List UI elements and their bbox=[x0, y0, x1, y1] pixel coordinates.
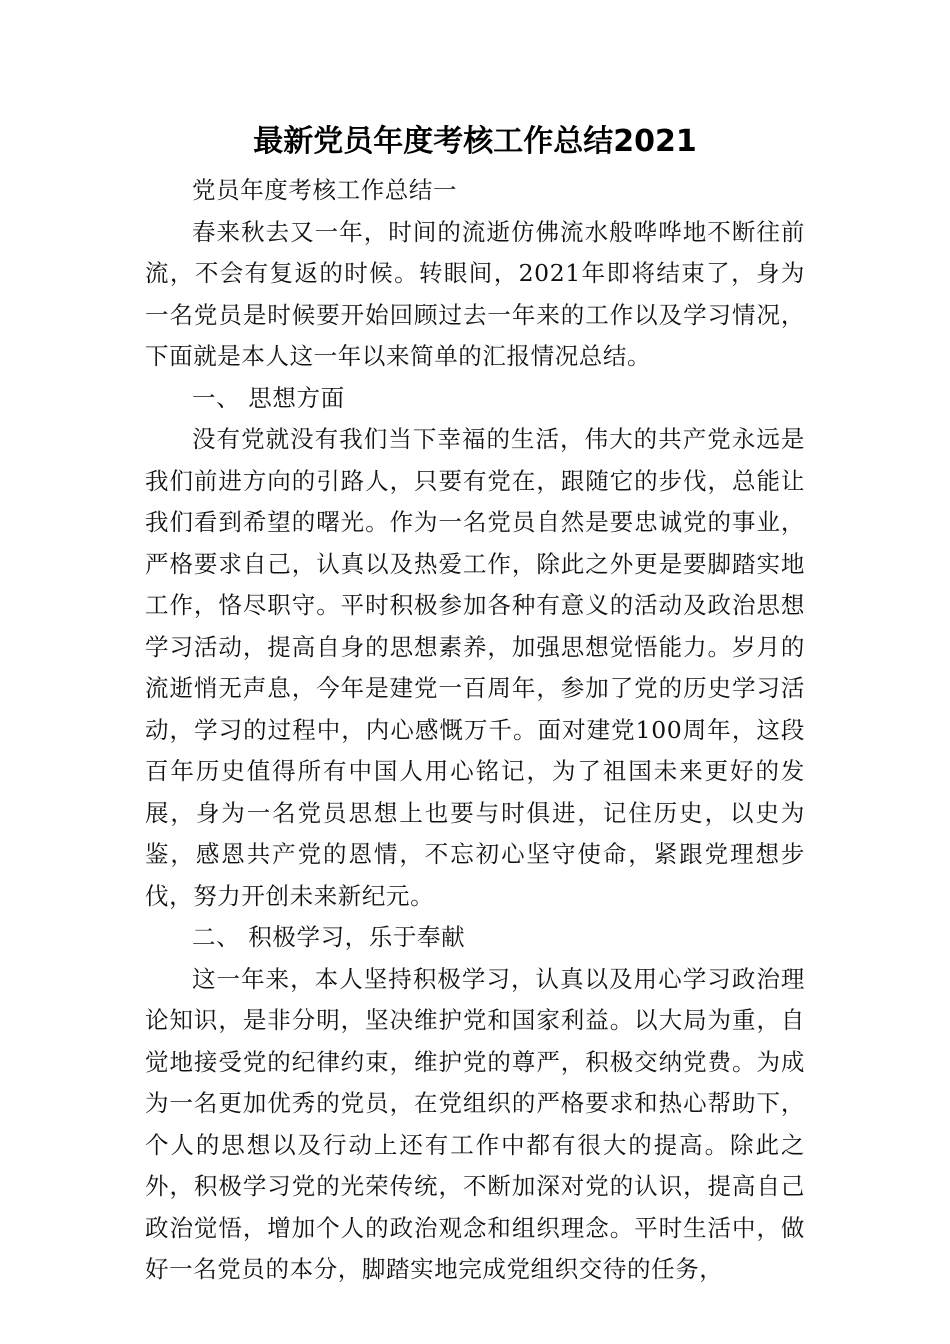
document-body bbox=[145, 170, 805, 1291]
paragraph-intro: 春来秋去又一年，时间的流逝仿佛流水般哗哗地不断往前流，不会有复返的时候。转眼间，2021年即将结束了，身为一名党员是时候要开始回顾过去一年来的工作以及学习情况，下面就是本人这一年以来简单的汇报情况总结。 bbox=[145, 217, 805, 370]
paragraph-thought: 没有党就没有我们当下幸福的生活，伟大的共产党永远是我们前进方向的引路人，只要有党在，跟随它的步伐，总能让我们看到希望的曙光。作为一名党员自然是要忠诚党的事业，严格要求自己，认真以及热爱工作，除此之外更是要脚踏实地工作，恪尽职守。平时积极参加各种有意义的活动及政治思想学习活动，提高自身的思想素养，加强思想觉悟能力。岁月的流逝悄无声息，今年是建党一百周年，参加了党的历史学习活动，学习的过程中，内心感慨万千。面对建党100周年，这段百年历史值得所有中国人用心铭记，为了祖国未来更好的发展，身为一名党员思想上也要与时俱进，记住历史，以史为鉴，感恩共产党的恩情，不忘初心坚守使命，紧跟党理想步伐，努力开创未来新纪元。 bbox=[145, 425, 805, 910]
document-subtitle: 党员年度考核工作总结一 bbox=[192, 176, 458, 204]
section-heading-thought: 一、 思想方面 bbox=[192, 383, 345, 412]
paragraph-study: 这一年来，本人坚持积极学习，认真以及用心学习政治理论知识，是非分明，坚决维护党和国家利益。以大局为重，自觉地接受党的纪律约束，维护党的尊严，积极交纳党费。为成为一名更加优秀的党员，在党组织的严格要求和热心帮助下，个人的思想以及行动上还有工作中都有很大的提高。除此之外，积极学习党的光荣传统，不断加深对党的认识，提高自己政治觉悟，增加个人的政治观念和组织理念。平时生活中，做好一名党员的本分，脚踏实地完成党组织交待的任务， bbox=[145, 964, 805, 1283]
section-heading-study: 二、 积极学习，乐于奉献 bbox=[192, 923, 466, 951]
document-title: 最新党员年度考核工作总结2021 bbox=[253, 124, 697, 159]
